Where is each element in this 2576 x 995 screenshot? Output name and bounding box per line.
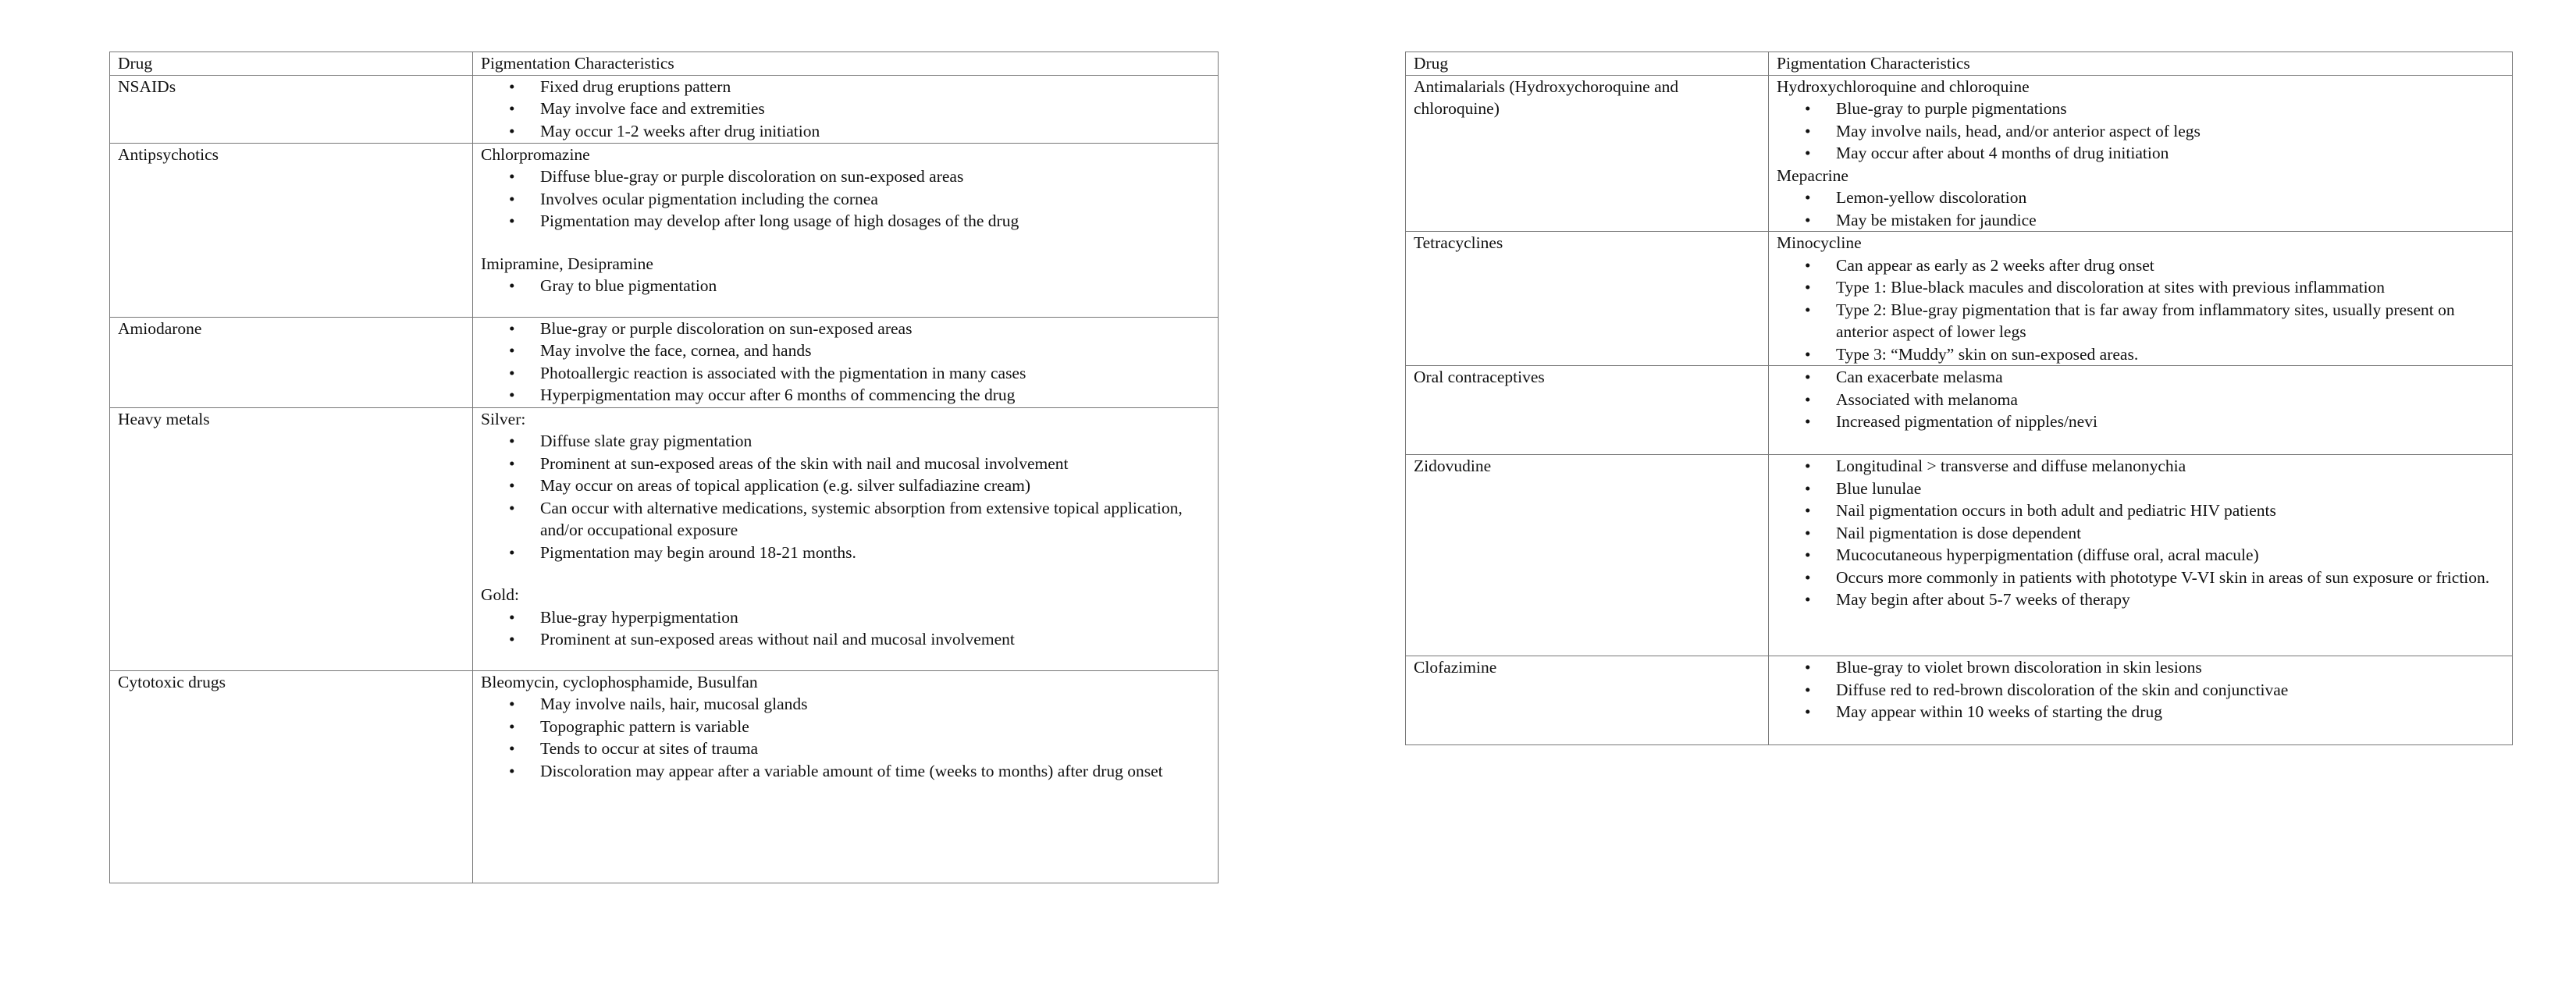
- characteristic-item: • May occur on areas of topical application (e.g. silver sulfadiazine cream): [540, 474, 1210, 497]
- characteristic-item: • May involve nails, hair, mucosal glands: [540, 693, 1210, 716]
- characteristic-item: • Nail pigmentation is dose dependent: [1836, 522, 2504, 545]
- drug-subgroup-heading: Mepacrine: [1777, 165, 1848, 185]
- spacer: [481, 233, 1210, 253]
- characteristics-list: [1777, 98, 2504, 165]
- table-row: [1406, 656, 2513, 745]
- table-row: [1406, 75, 2513, 232]
- pigmentation-cell: [1769, 75, 2513, 232]
- drug-subgroup-heading: Hydroxychloroquine and chloroquine: [1777, 76, 2030, 96]
- characteristic-item: • Nail pigmentation occurs in both adult and pediatric HIV patients: [1836, 499, 2504, 522]
- drug-subgroup-heading: Chlorpromazine: [481, 144, 590, 164]
- characteristic-item: • Lemon-yellow discoloration: [1836, 187, 2504, 209]
- pigmentation-cell: [473, 75, 1219, 143]
- header-drug: Drug: [110, 52, 473, 76]
- characteristic-item: • Discoloration may appear after a variable amount of time (weeks to months) after drug onset: [540, 760, 1210, 783]
- characteristics-list: [481, 165, 1210, 233]
- drug-name-cell: Amiodarone: [110, 317, 473, 407]
- table-row: [110, 407, 1219, 670]
- table-header-row: [110, 52, 1219, 76]
- characteristic-item: • Blue-gray or purple discoloration on sun-exposed areas: [540, 318, 1210, 340]
- characteristic-item: • Occurs more commonly in patients with phototype V-VI skin in areas of sun exposure or friction.: [1836, 567, 2504, 589]
- table-row: [110, 670, 1219, 883]
- characteristic-item: • Blue-gray to purple pigmentations: [1836, 98, 2504, 120]
- characteristic-item: • May involve nails, head, and/or anterior aspect of legs: [1836, 120, 2504, 143]
- characteristic-item: • Can appear as early as 2 weeks after drug onset: [1836, 254, 2504, 277]
- pigmentation-cell: [1769, 656, 2513, 745]
- characteristic-item: • Can exacerbate melasma: [1836, 366, 2504, 389]
- drug-name-cell: Heavy metals: [110, 407, 473, 670]
- header-pigmentation-characteristics: Pigmentation Characteristics: [473, 52, 1219, 76]
- drug-name-cell: NSAIDs: [110, 75, 473, 143]
- table-row: [110, 143, 1219, 317]
- characteristic-item: • Type 1: Blue-black macules and discoloration at sites with previous inflammation: [1836, 276, 2504, 299]
- spacer: [481, 563, 1210, 584]
- characteristic-item: • Photoallergic reaction is associated with the pigmentation in many cases: [540, 362, 1210, 385]
- drug-name-cell: Antipsychotics: [110, 143, 473, 317]
- characteristic-item: • Diffuse slate gray pigmentation: [540, 430, 1210, 453]
- characteristic-item: • Longitudinal > transverse and diffuse melanonychia: [1836, 455, 2504, 478]
- characteristic-item: • Tends to occur at sites of trauma: [540, 737, 1210, 760]
- table-row: [110, 317, 1219, 407]
- drug-name-cell: Tetracyclines: [1406, 232, 1769, 366]
- characteristic-item: • Blue-gray hyperpigmentation: [540, 606, 1210, 629]
- characteristic-item: • Hyperpigmentation may occur after 6 months of commencing the drug: [540, 384, 1210, 407]
- characteristics-list: [1777, 366, 2504, 433]
- characteristics-list: [1777, 254, 2504, 366]
- pigmentation-cell: [473, 407, 1219, 670]
- drug-name-cell: Oral contraceptives: [1406, 366, 1769, 455]
- characteristic-item: • Fixed drug eruptions pattern: [540, 76, 1210, 98]
- characteristic-item: • Mucocutaneous hyperpigmentation (diffuse oral, acral macule): [1836, 544, 2504, 567]
- characteristics-list: [481, 693, 1210, 782]
- characteristic-item: • Involves ocular pigmentation including the cornea: [540, 188, 1210, 211]
- characteristic-item: • Pigmentation may develop after long usage of high dosages of the drug: [540, 210, 1210, 233]
- characteristic-item: • Gray to blue pigmentation: [540, 275, 1210, 297]
- characteristic-item: • Can occur with alternative medications, systemic absorption from extensive topical application, and/or occupational exposure: [540, 497, 1210, 542]
- drug-subgroup-heading: Silver:: [481, 409, 526, 428]
- header-drug: Drug: [1406, 52, 1769, 76]
- pigmentation-cell: [473, 670, 1219, 883]
- table-row: [1406, 232, 2513, 366]
- characteristic-item: • Type 3: “Muddy” skin on sun-exposed areas.: [1836, 343, 2504, 366]
- drug-subgroup-heading: Minocycline: [1777, 233, 1862, 252]
- pigmentation-cell: [473, 143, 1219, 317]
- characteristic-item: • Increased pigmentation of nipples/nevi: [1836, 410, 2504, 433]
- characteristic-item: • May occur after about 4 months of drug initiation: [1836, 142, 2504, 165]
- characteristic-item: • Diffuse red to red-brown discoloration of the skin and conjunctivae: [1836, 679, 2504, 702]
- characteristic-item: • May involve the face, cornea, and hands: [540, 339, 1210, 362]
- characteristic-item: • Prominent at sun-exposed areas without nail and mucosal involvement: [540, 628, 1210, 651]
- drug-subgroup-heading: Gold:: [481, 585, 519, 604]
- header-pigmentation-characteristics: Pigmentation Characteristics: [1769, 52, 2513, 76]
- table-row: [110, 75, 1219, 143]
- characteristic-item: • Type 2: Blue-gray pigmentation that is far away from inflammatory sites, usually present on anterior aspect of lower legs: [1836, 299, 2504, 343]
- characteristic-item: • May involve face and extremities: [540, 98, 1210, 120]
- characteristic-item: • May begin after about 5-7 weeks of therapy: [1836, 588, 2504, 611]
- table-row: [1406, 366, 2513, 455]
- characteristic-item: • Topographic pattern is variable: [540, 716, 1210, 738]
- pigmentation-cell: [473, 317, 1219, 407]
- characteristics-list: [1777, 455, 2504, 611]
- characteristics-list: [481, 318, 1210, 407]
- characteristics-list: [481, 76, 1210, 143]
- characteristic-item: • May appear within 10 weeks of starting the drug: [1836, 701, 2504, 723]
- drug-name-cell: Clofazimine: [1406, 656, 1769, 745]
- table-header-row: [1406, 52, 2513, 76]
- characteristic-item: • Blue lunulae: [1836, 478, 2504, 500]
- characteristics-list: [1777, 656, 2504, 723]
- drug-name-cell: Cytotoxic drugs: [110, 670, 473, 883]
- pigmentation-cell: [1769, 455, 2513, 656]
- drug-name-cell: Zidovudine: [1406, 455, 1769, 656]
- characteristics-list: [481, 430, 1210, 563]
- table-row: [1406, 455, 2513, 656]
- characteristic-item: • May occur 1-2 weeks after drug initiation: [540, 120, 1210, 143]
- characteristic-item: • May be mistaken for jaundice: [1836, 209, 2504, 232]
- characteristic-item: • Prominent at sun-exposed areas of the skin with nail and mucosal involvement: [540, 453, 1210, 475]
- drug-pigmentation-table-right: [1405, 52, 2513, 745]
- pigmentation-cell: [1769, 232, 2513, 366]
- characteristics-list: [481, 275, 1210, 297]
- pigmentation-cell: [1769, 366, 2513, 455]
- drug-pigmentation-table-left: [109, 52, 1219, 883]
- drug-subgroup-heading: Imipramine, Desipramine: [481, 254, 653, 273]
- characteristic-item: • Associated with melanoma: [1836, 389, 2504, 411]
- characteristic-item: • Diffuse blue-gray or purple discoloration on sun-exposed areas: [540, 165, 1210, 188]
- drug-name-cell: Antimalarials (Hydroxychoroquine and chloroquine): [1406, 75, 1769, 232]
- characteristic-item: • Pigmentation may begin around 18-21 months.: [540, 542, 1210, 564]
- characteristic-item: • Blue-gray to violet brown discoloration in skin lesions: [1836, 656, 2504, 679]
- drug-subgroup-heading: Bleomycin, cyclophosphamide, Busulfan: [481, 672, 758, 691]
- characteristics-list: [481, 606, 1210, 651]
- characteristics-list: [1777, 187, 2504, 231]
